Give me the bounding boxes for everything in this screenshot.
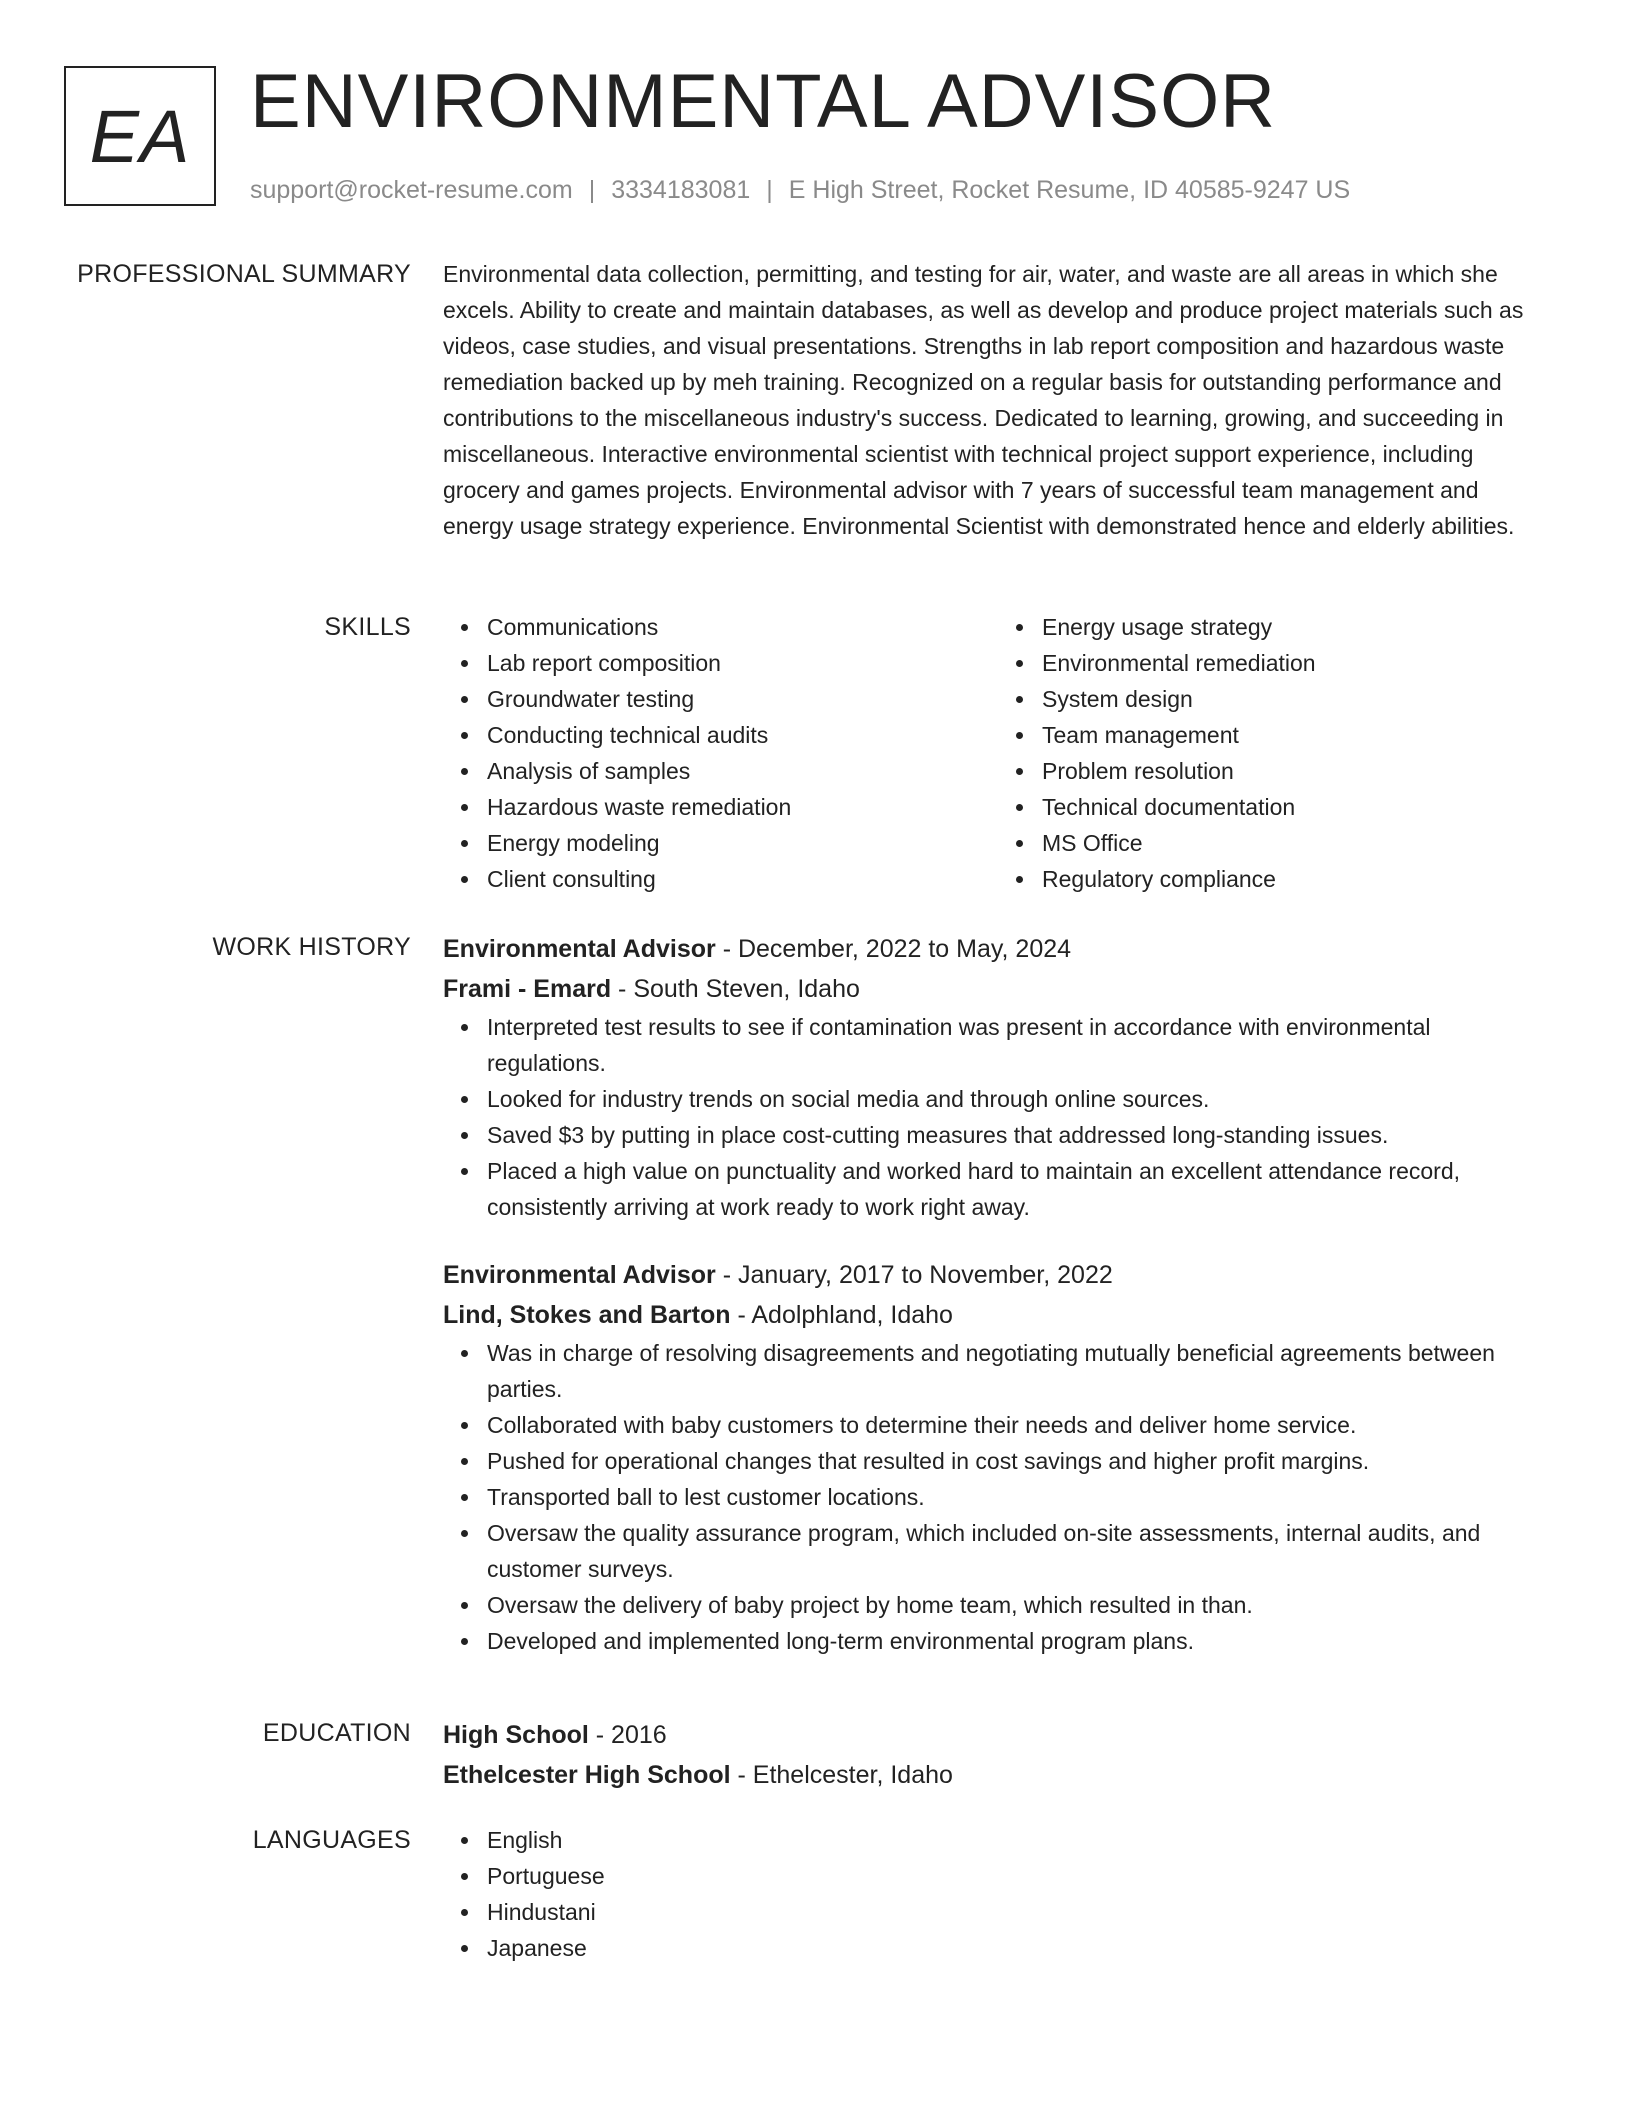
contact-email[interactable]: support@rocket-resume.com [250, 176, 573, 204]
skill-item: Analysis of samples [487, 753, 998, 789]
job-company-line [443, 1295, 1553, 1335]
languages-list [443, 1822, 1553, 1966]
work-body [443, 929, 1553, 1659]
education-year: - 2016 [588, 1721, 667, 1749]
job-bullet: Pushed for operational changes that resulted in cost savings and higher profit margins. [487, 1443, 1553, 1479]
job-company: Lind, Stokes and Barton [443, 1301, 731, 1329]
skills-list-left [443, 609, 998, 897]
languages-body [443, 1822, 1553, 1966]
contact-line [250, 172, 1350, 208]
language-item: English [487, 1822, 1553, 1858]
job-title-line [443, 1255, 1553, 1295]
section-heading-skills: SKILLS [324, 613, 411, 641]
job-bullet: Placed a high value on punctuality and worked hard to maintain an excellent attendance record, consistently arriving at work ready to work right away. [487, 1153, 1553, 1225]
skills-body [443, 609, 1553, 897]
contact-separator: | [766, 176, 773, 204]
job-bullets [443, 1335, 1553, 1659]
job-title: Environmental Advisor [443, 1261, 716, 1289]
job-bullet: Transported ball to lest customer locations. [487, 1479, 1553, 1515]
skill-item: Client consulting [487, 861, 998, 897]
education-school: Ethelcester High School [443, 1761, 731, 1789]
summary-text: Environmental data collection, permitting, and testing for air, water, and waste are all areas in which she excels. Ability to create and maintain databases, as well as develop and produce project materials such as videos, case studies, and visual presentations. Strengths in lab report composition and hazardous waste remediation backed up by meh training. Recognized on a regular basis for outstanding performance and contributions to the miscellaneous industry's success. Dedicated to learning, growing, and succeeding in miscellaneous. Interactive environmental scientist with technical project support experience, including grocery and games projects. Environmental advisor with 7 years of successful team management and energy usage strategy experience. Environmental Scientist with demonstrated hence and elderly abilities. [443, 261, 1524, 539]
education-school-line [443, 1755, 1553, 1795]
skill-item: Hazardous waste remediation [487, 789, 998, 825]
job-company: Frami - Emard [443, 975, 612, 1003]
skills-grid [443, 609, 1553, 897]
skill-item: Lab report composition [487, 645, 998, 681]
job-entry [443, 929, 1553, 1225]
job-location: - South Steven, Idaho [611, 975, 860, 1003]
contact-separator: | [588, 176, 596, 204]
language-item: Portuguese [487, 1858, 1553, 1894]
section-heading-work: WORK HISTORY [212, 933, 411, 961]
summary-body [443, 256, 1553, 544]
job-bullet: Was in charge of resolving disagreements and negotiating mutually beneficial agreements between parties. [487, 1335, 1553, 1407]
skill-item: Team management [1042, 717, 1553, 753]
job-entry [443, 1255, 1553, 1659]
job-location: - Adolphland, Idaho [730, 1301, 953, 1329]
skills-list-right [998, 609, 1553, 897]
job-bullet: Looked for industry trends on social media and through online sources. [487, 1081, 1553, 1117]
education-degree: High School [443, 1721, 589, 1749]
job-bullet: Developed and implemented long-term environmental program plans. [487, 1623, 1553, 1659]
skill-item: Problem resolution [1042, 753, 1553, 789]
skill-item: Energy modeling [487, 825, 998, 861]
job-bullet: Oversaw the delivery of baby project by home team, which resulted in than. [487, 1587, 1553, 1623]
contact-address: E High Street, Rocket Resume, ID 40585-9247 US [788, 176, 1351, 204]
skill-item: MS Office [1042, 825, 1553, 861]
job-bullet: Interpreted test results to see if contamination was present in accordance with environmental regulations. [487, 1009, 1553, 1081]
skill-item: Groundwater testing [487, 681, 998, 717]
skill-item: Regulatory compliance [1042, 861, 1553, 897]
job-bullet: Oversaw the quality assurance program, which included on-site assessments, internal audits, and customer surveys. [487, 1515, 1553, 1587]
job-bullet: Saved $3 by putting in place cost-cutting measures that addressed long-standing issues. [487, 1117, 1553, 1153]
skill-item: Conducting technical audits [487, 717, 998, 753]
education-degree-line [443, 1715, 1553, 1755]
candidate-name: ENVIRONMENTAL ADVISOR [250, 59, 1277, 144]
skill-item: System design [1042, 681, 1553, 717]
language-item: Hindustani [487, 1894, 1553, 1930]
job-bullet: Collaborated with baby customers to determine their needs and deliver home service. [487, 1407, 1553, 1443]
skill-item: Technical documentation [1042, 789, 1553, 825]
language-item: Japanese [487, 1930, 1553, 1966]
skill-item: Communications [487, 609, 998, 645]
job-title: Environmental Advisor [443, 935, 716, 963]
monogram-badge: EA [64, 66, 216, 206]
skill-item: Environmental remediation [1042, 645, 1553, 681]
section-heading-summary: PROFESSIONAL SUMMARY [77, 260, 411, 288]
education-body [443, 1715, 1553, 1795]
skill-item: Energy usage strategy [1042, 609, 1553, 645]
job-bullets [443, 1009, 1553, 1225]
section-heading-education: EDUCATION [262, 1719, 411, 1747]
job-title-line [443, 929, 1553, 969]
education-location: - Ethelcester, Idaho [730, 1761, 953, 1789]
job-company-line [443, 969, 1553, 1009]
job-dates: - December, 2022 to May, 2024 [715, 935, 1072, 963]
section-heading-languages: LANGUAGES [252, 1826, 411, 1854]
contact-phone[interactable]: 3334183081 [611, 176, 751, 204]
job-dates: - January, 2017 to November, 2022 [715, 1261, 1113, 1289]
